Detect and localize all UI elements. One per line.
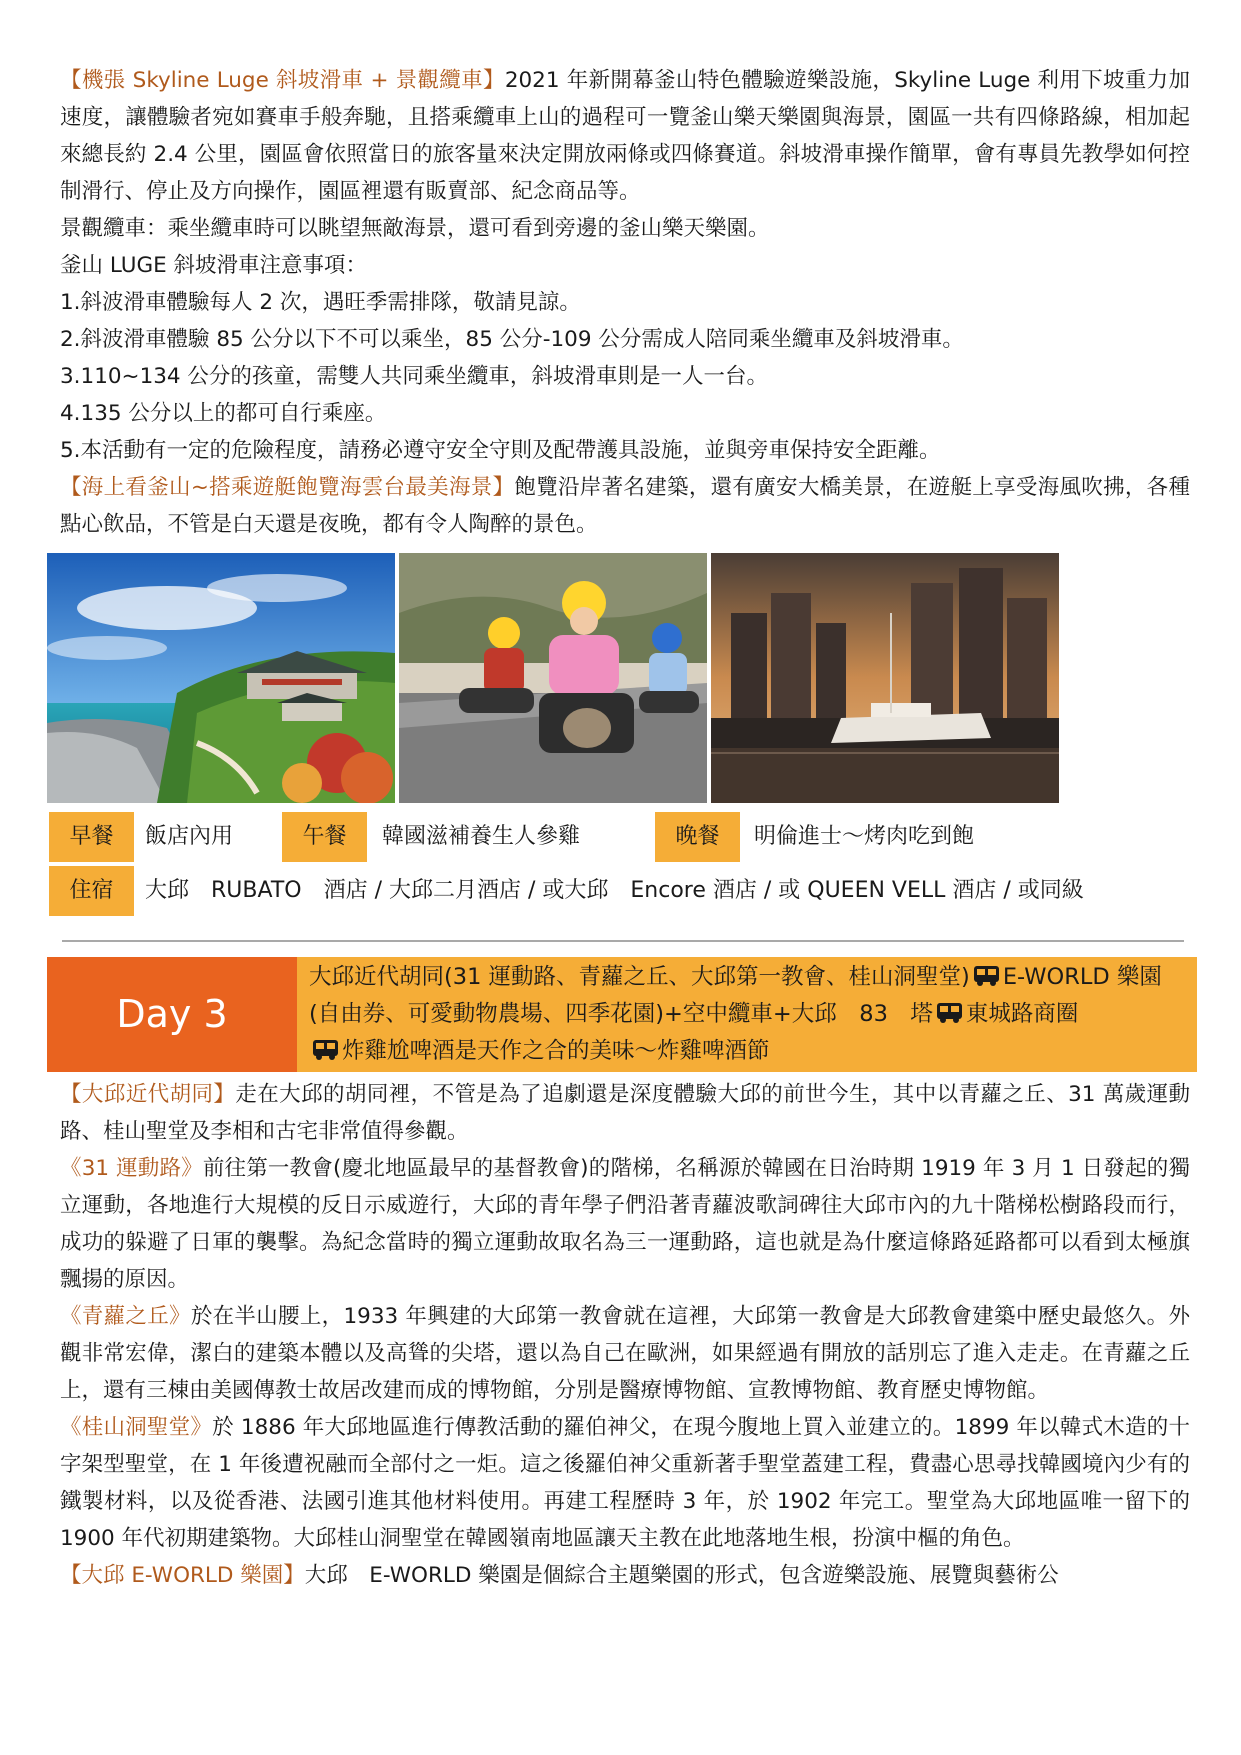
bus-icon xyxy=(936,1002,963,1024)
gyesan-cathedral-paragraph xyxy=(60,1409,1190,1557)
lunch-label: 午餐 xyxy=(282,812,367,862)
breakfast-label: 早餐 xyxy=(49,812,134,862)
section-divider xyxy=(62,940,1184,942)
marina-city-photo xyxy=(711,553,1059,803)
luge-rule: 4.135 公分以上的都可自行乘座。 xyxy=(60,401,387,426)
breakfast-value: 飯店內用 xyxy=(145,824,234,849)
bus-icon xyxy=(973,965,1000,987)
movement-road-paragraph xyxy=(60,1150,1190,1298)
eworld-paragraph xyxy=(60,1557,1190,1594)
cheongna-hill-heading: 《青蘿之丘》 xyxy=(60,1304,191,1329)
photo-strip xyxy=(47,553,1197,803)
itinerary-stop: E-WORLD 樂園(自由券、可愛動物農場、四季花園)+空中纜車+大邱 83 塔 xyxy=(309,964,1162,1027)
day3-itinerary xyxy=(309,959,1189,1070)
movement-road-text: 前往第一教會(慶北地區最早的基督教會)的階梯，名稱源於韓國在日治時期 1919 年 3 月 1 日發起的獨立運動，各地進行大規模的反日示威遊行，大邱的青年學子們沿著青蘿波歌詞碑往大邱市內的九十階梯松樹路段而行，成功的躲避了日軍的襲擊。為紀念當時的獨立運動故取名為三一運動路，這也就是為什麼這條路延路都可以看到太極旗飄揚的原因。 xyxy=(60,1156,1190,1292)
luge-section xyxy=(60,62,1190,543)
bus-icon xyxy=(312,1039,339,1061)
luge-rule: 3.110~134 公分的孩童，需雙人共同乘坐纜車，斜坡滑車則是一人一台。 xyxy=(60,364,768,389)
day3-label: Day 3 xyxy=(47,957,297,1072)
hotel-label: 住宿 xyxy=(49,866,134,916)
luge-riders-photo xyxy=(399,553,707,803)
gyesan-cathedral-heading: 《桂山洞聖堂》 xyxy=(60,1415,213,1440)
eworld-text: 大邱 E-WORLD 樂園是個綜合主題樂園的形式，包含遊樂設施、展覽與藝術公 xyxy=(304,1563,1059,1588)
itinerary-stop: 大邱近代胡同(31 運動路、青蘿之丘、大邱第一教會、桂山洞聖堂) xyxy=(309,964,970,990)
cheongna-hill-text: 於在半山腰上，1933 年興建的大邱第一教會就在這裡，大邱第一教會是大邱教會建築中歷史最悠久。外觀非常宏偉，潔白的建築本體以及高聳的尖塔，還以為自己在歐洲，如果經過有開放的話別忘了進入走走。在青蘿之丘上，還有三棟由美國傳教士故居改建而成的博物館，分別是醫療博物館、宣教博物館、教育歷史博物館。 xyxy=(60,1304,1190,1403)
luge-rule: 1.斜波滑車體驗每人 2 次，遇旺季需排隊，敬請見諒。 xyxy=(60,290,581,315)
temple-seaside-photo xyxy=(47,553,395,803)
luge-rule: 2.斜波滑車體驗 85 公分以下不可以乘坐，85 公分-109 公分需成人陪同乘坐纜車及斜坡滑車。 xyxy=(60,327,964,352)
dinner-label: 晚餐 xyxy=(655,812,740,862)
dinner-value: 明倫進士～烤肉吃到飽 xyxy=(754,824,975,849)
cable-car-paragraph: 景觀纜車：乘坐纜車時可以眺望無敵海景，還可看到旁邊的釜山樂天樂園。 xyxy=(60,216,770,241)
gyesan-cathedral-text: 於 1886 年大邱地區進行傳教活動的羅伯神父，在現今腹地上買入並建立的。1899 年以韓式木造的十字架型聖堂，在 1 年後遭祝融而全部付之一炬。這之後羅伯神父重新著手聖堂蓋建工程，費盡心思尋找韓國境內少有的鐵製材料，以及從香港、法國引進其他材料使用。再建工程歷時 3 年，於 1902 年完工。聖堂為大邱地區唯一留下的 1900 年代初期建築物。大邱桂山洞聖堂在韓國嶺南地區讓天主教在此地落地生根，扮演中樞的角色。 xyxy=(60,1415,1190,1551)
day3-body xyxy=(60,1076,1190,1594)
itinerary-stop: 東城路商圈 xyxy=(965,1001,1079,1027)
hotel-value: 大邱 RUBATO 酒店 / 大邱二月酒店 / 或大邱 Encore 酒店 / 或 QUEEN VELL 酒店 / 或同級 xyxy=(145,878,1084,903)
alley-heading: 【大邱近代胡同】 xyxy=(60,1082,236,1107)
eworld-heading: 【大邱 E-WORLD 樂園】 xyxy=(60,1563,305,1588)
yacht-text: 飽覽沿岸著名建築，還有廣安大橋美景，在遊艇上享受海風吹拂，各種點心飲品，不管是白天還是夜晚，都有令人陶醉的景色。 xyxy=(60,475,1190,537)
meals-table xyxy=(49,812,1199,922)
movement-road-heading: 《31 運動路》 xyxy=(60,1156,203,1181)
lunch-value: 韓國滋補養生人參雞 xyxy=(382,824,581,849)
alley-paragraph xyxy=(60,1076,1190,1150)
luge-heading: 【機張 Skyline Luge 斜坡滑車 + 景觀纜車】 xyxy=(60,68,505,93)
luge-paragraph xyxy=(60,62,1190,210)
cheongna-hill-paragraph xyxy=(60,1298,1190,1409)
itinerary-stop: 炸雞尬啤酒是天作之合的美味～炸雞啤酒節 xyxy=(342,1038,770,1064)
yacht-heading: 【海上看釜山~搭乘遊艇飽覽海雲台最美海景】 xyxy=(60,475,515,500)
alley-text: 走在大邱的胡同裡，不管是為了追劇還是深度體驗大邱的前世今生，其中以青蘿之丘、31 萬歲運動路、桂山聖堂及李相和古宅非常值得參觀。 xyxy=(60,1082,1190,1144)
yacht-paragraph xyxy=(60,469,1190,543)
day3-header xyxy=(47,957,1197,1072)
luge-rule: 5.本活動有一定的危險程度，請務必遵守安全守則及配帶護具設施，並與旁車保持安全距離。 xyxy=(60,438,941,463)
luge-notes-heading: 釜山 LUGE 斜坡滑車注意事項： xyxy=(60,253,368,278)
luge-text: 2021 年新開幕釜山特色體驗遊樂設施，Skyline Luge 利用下坡重力加速度，讓體驗者宛如賽車手般奔馳，且搭乘纜車上山的過程可一覽釜山樂天樂園與海景，園區一共有四條路線，相加起來總長約 2.4 公里，園區會依照當日的旅客量來決定開放兩條或四條賽道。斜坡滑車操作簡單，會有專員先教學如何控制滑行、停止及方向操作，園區裡還有販賣部、紀念商品等。 xyxy=(60,68,1190,204)
